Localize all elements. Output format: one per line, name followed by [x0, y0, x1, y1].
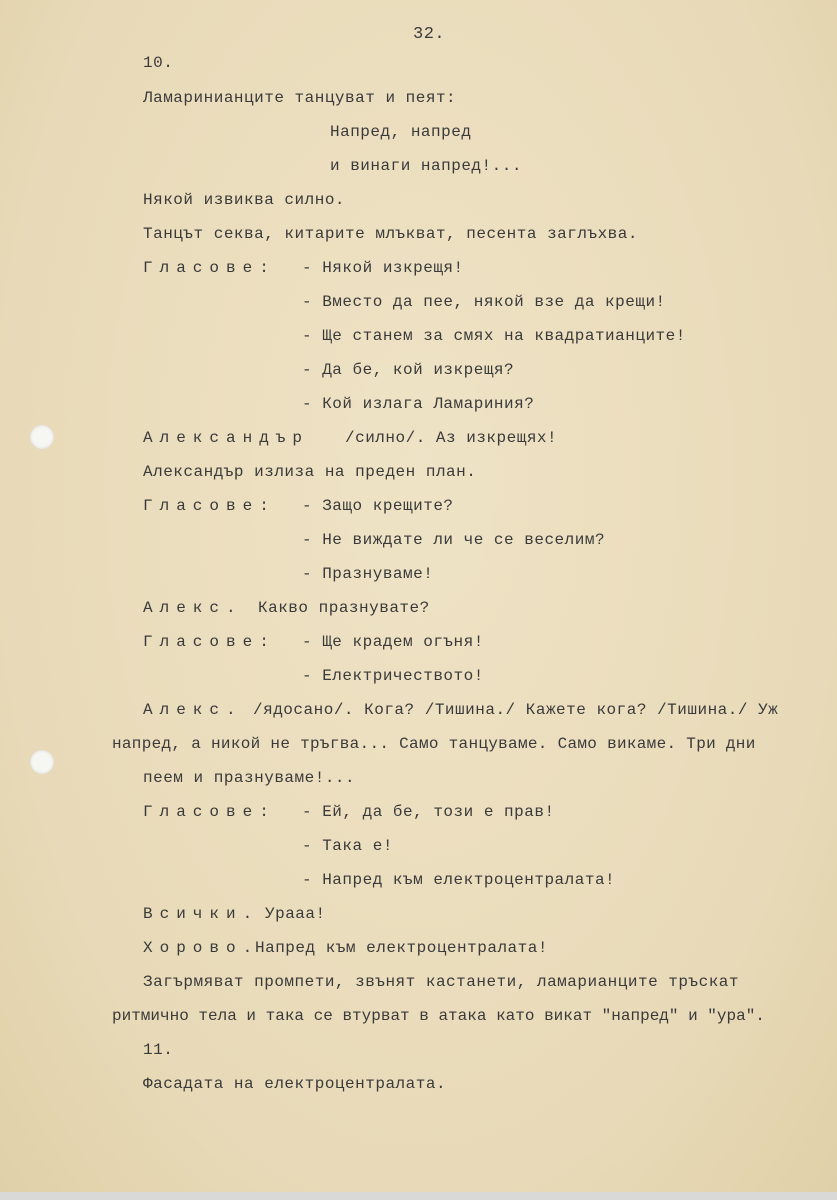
dialogue-line: Урааа!: [265, 905, 326, 923]
punch-hole-bottom: [30, 750, 54, 774]
speaker-label: Гласове:: [143, 633, 276, 651]
speaker-label: Хорово.: [143, 939, 260, 957]
dialogue-line: - Защо крещите?: [302, 497, 454, 515]
punch-hole-top: [30, 425, 54, 449]
scene-number: 11.: [143, 1041, 174, 1059]
dialogue-line: - Електричеството!: [302, 667, 484, 685]
stage-direction: Александър излиза на преден план.: [143, 463, 477, 481]
page-edge: [0, 1192, 837, 1200]
speaker-label: Гласове:: [143, 803, 276, 821]
dialogue-line: - Не виждате ли че се веселим?: [302, 531, 606, 549]
dialogue-line: - Напред към електроцентралата!: [302, 871, 616, 889]
speaker-label: Гласове:: [143, 259, 276, 277]
stage-direction: Танцът секва, китарите млъкват, песента заглъхва.: [143, 225, 638, 243]
stage-direction: Загърмяват промпети, звънят кастанети, ламарианците тръскат: [143, 973, 739, 991]
dialogue-line: - Някой изкрещя!: [302, 259, 464, 277]
dialogue-line: напред, а никой не тръгва... Само танцуваме. Само викаме. Три дни: [112, 735, 756, 753]
dialogue-line: - Ей, да бе, този е прав!: [302, 803, 555, 821]
speaker-label: Алекс.: [143, 599, 243, 617]
dialogue-line: пеем и празнуваме!...: [143, 769, 356, 787]
dialogue-line: - Празнуваме!: [302, 565, 434, 583]
speaker-label: Гласове:: [143, 497, 276, 515]
page-number: 32.: [413, 25, 446, 44]
dialogue-line: /ядосано/. Кога? /Тишина./ Кажете кога? /Тишина./ Уж: [253, 701, 779, 719]
dialogue-line: - Ще станем за смях на квадратианците!: [302, 327, 686, 345]
dialogue-line: Какво празнувате?: [258, 599, 430, 617]
song-line: Напред, напред: [330, 123, 472, 141]
speaker-label: Александър: [143, 429, 310, 447]
speaker-label: Всички.: [143, 905, 260, 923]
song-line: и винаги напред!...: [330, 157, 522, 175]
stage-direction: Някой извиква силно.: [143, 191, 346, 209]
stage-direction: ритмично тела и така се втурват в атака като викат "напред" и "ура".: [112, 1007, 765, 1025]
dialogue-line: Напред към електроцентралата!: [255, 939, 548, 957]
dialogue-line: - Кой излага Ламариния?: [302, 395, 535, 413]
scene-number: 10.: [143, 54, 174, 72]
dialogue-line: /силно/. Аз изкрещях!: [345, 429, 558, 447]
dialogue-line: - Да бе, кой изкрещя?: [302, 361, 515, 379]
stage-direction: Ламаринианците танцуват и пеят:: [143, 89, 457, 107]
speaker-label: Алекс.: [143, 701, 243, 719]
stage-direction: Фасадата на електроцентралата.: [143, 1075, 447, 1093]
dialogue-line: - Вместо да пее, някой взе да крещи!: [302, 293, 666, 311]
dialogue-line: - Ще крадем огъня!: [302, 633, 484, 651]
dialogue-line: - Така е!: [302, 837, 393, 855]
